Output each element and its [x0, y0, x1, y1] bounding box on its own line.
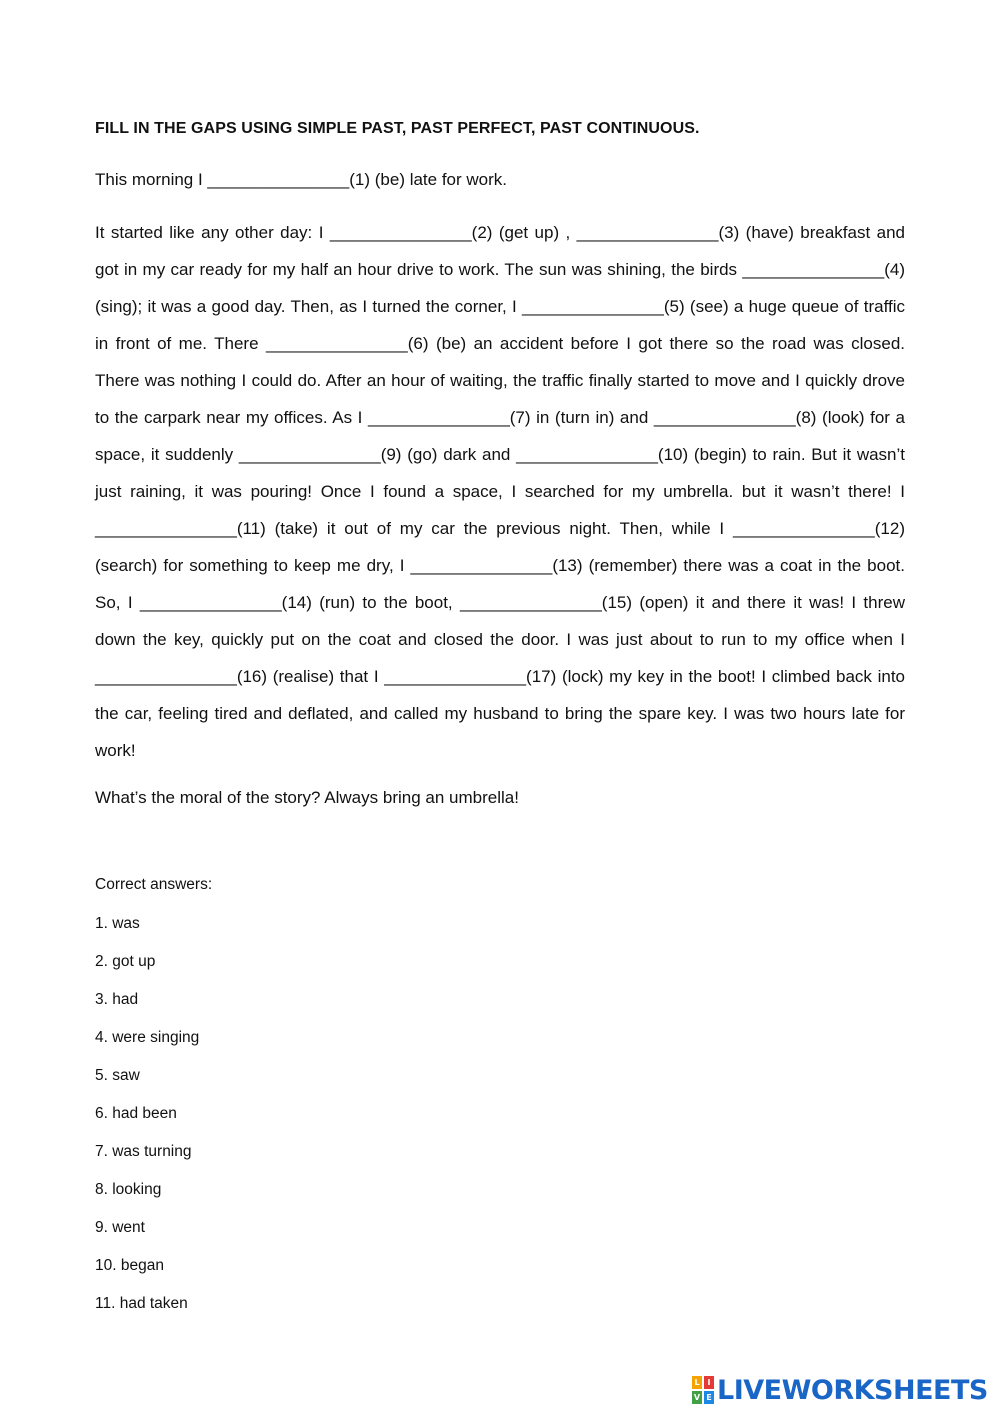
answer-item: 11. had taken	[95, 1295, 188, 1312]
answer-item: 7. was turning	[95, 1143, 192, 1160]
logo-text: LIVEWORKSHEETS	[717, 1374, 988, 1406]
answers-list	[95, 914, 199, 1332]
worksheet-title: FILL IN THE GAPS USING SIMPLE PAST, PAST PERFECT, PAST CONTINUOUS.	[95, 120, 700, 137]
logo-mark-letter: E	[704, 1391, 714, 1404]
answer-item: 1. was	[95, 915, 140, 932]
answer-item: 3. had	[95, 991, 139, 1008]
liveworksheets-logo[interactable]	[692, 1373, 988, 1407]
moral-sentence: What’s the moral of the story? Always bring an umbrella!	[95, 788, 519, 807]
logo-mark-letter: I	[704, 1376, 714, 1389]
answer-item: 4. were singing	[95, 1029, 200, 1046]
answer-item: 10. began	[95, 1257, 164, 1274]
answer-item: 9. went	[95, 1219, 145, 1236]
answer-item: 6. had been	[95, 1105, 177, 1122]
answer-item: 2. got up	[95, 953, 156, 970]
story-paragraph: It started like any other day: I _______________(2) (get up) , _______________(3) (have) breakfast and got in my car ready for my half an hour drive to work. The sun was shining, the birds _______________(4) (sing); it was a good day. Then, as I turned the corner, I _______________(5) (see) a huge queue of traffic in front of me. There _______________(6) (be) an accident before I got there so the road was closed. There was nothing I could do. After an hour of waiting, the traffic finally started to move and I quickly drove to the carpark near my offices. As I _______________(7) in (turn in) and _______________(8) (look) for a space, it suddenly _______________(9) (go) dark and _______________(10) (begin) to rain. But it wasn’t just raining, it was pouring! Once I found a space, I searched for my umbrella. but it wasn’t there! I _______________(11) (take) it out of my car the previous night. Then, while I _______________(12) (search) for something to keep me dry, I _______________(13) (remember) there was a coat in the boot. So, I _______________(14) (run) to the boot, _______________(15) (open) it and there it was! I threw down the key, quickly put on the coat and closed the door. I was just about to run to my office when I _______________(16) (realise) that I _______________(17) (lock) my key in the boot! I climbed back into the car, feeling tired and deflated, and called my husband to bring the spare key. I was two hours late for work!	[95, 223, 905, 760]
answer-item: 8. looking	[95, 1181, 162, 1198]
answer-item: 5. saw	[95, 1067, 140, 1084]
logo-mark-letter: V	[693, 1393, 701, 1402]
answers-label: Correct answers:	[95, 876, 213, 893]
liveworksheets-mark-icon	[692, 1376, 714, 1404]
intro-sentence: This morning I _______________(1) (be) late for work.	[95, 170, 508, 189]
logo-mark-letter: L	[692, 1376, 702, 1389]
